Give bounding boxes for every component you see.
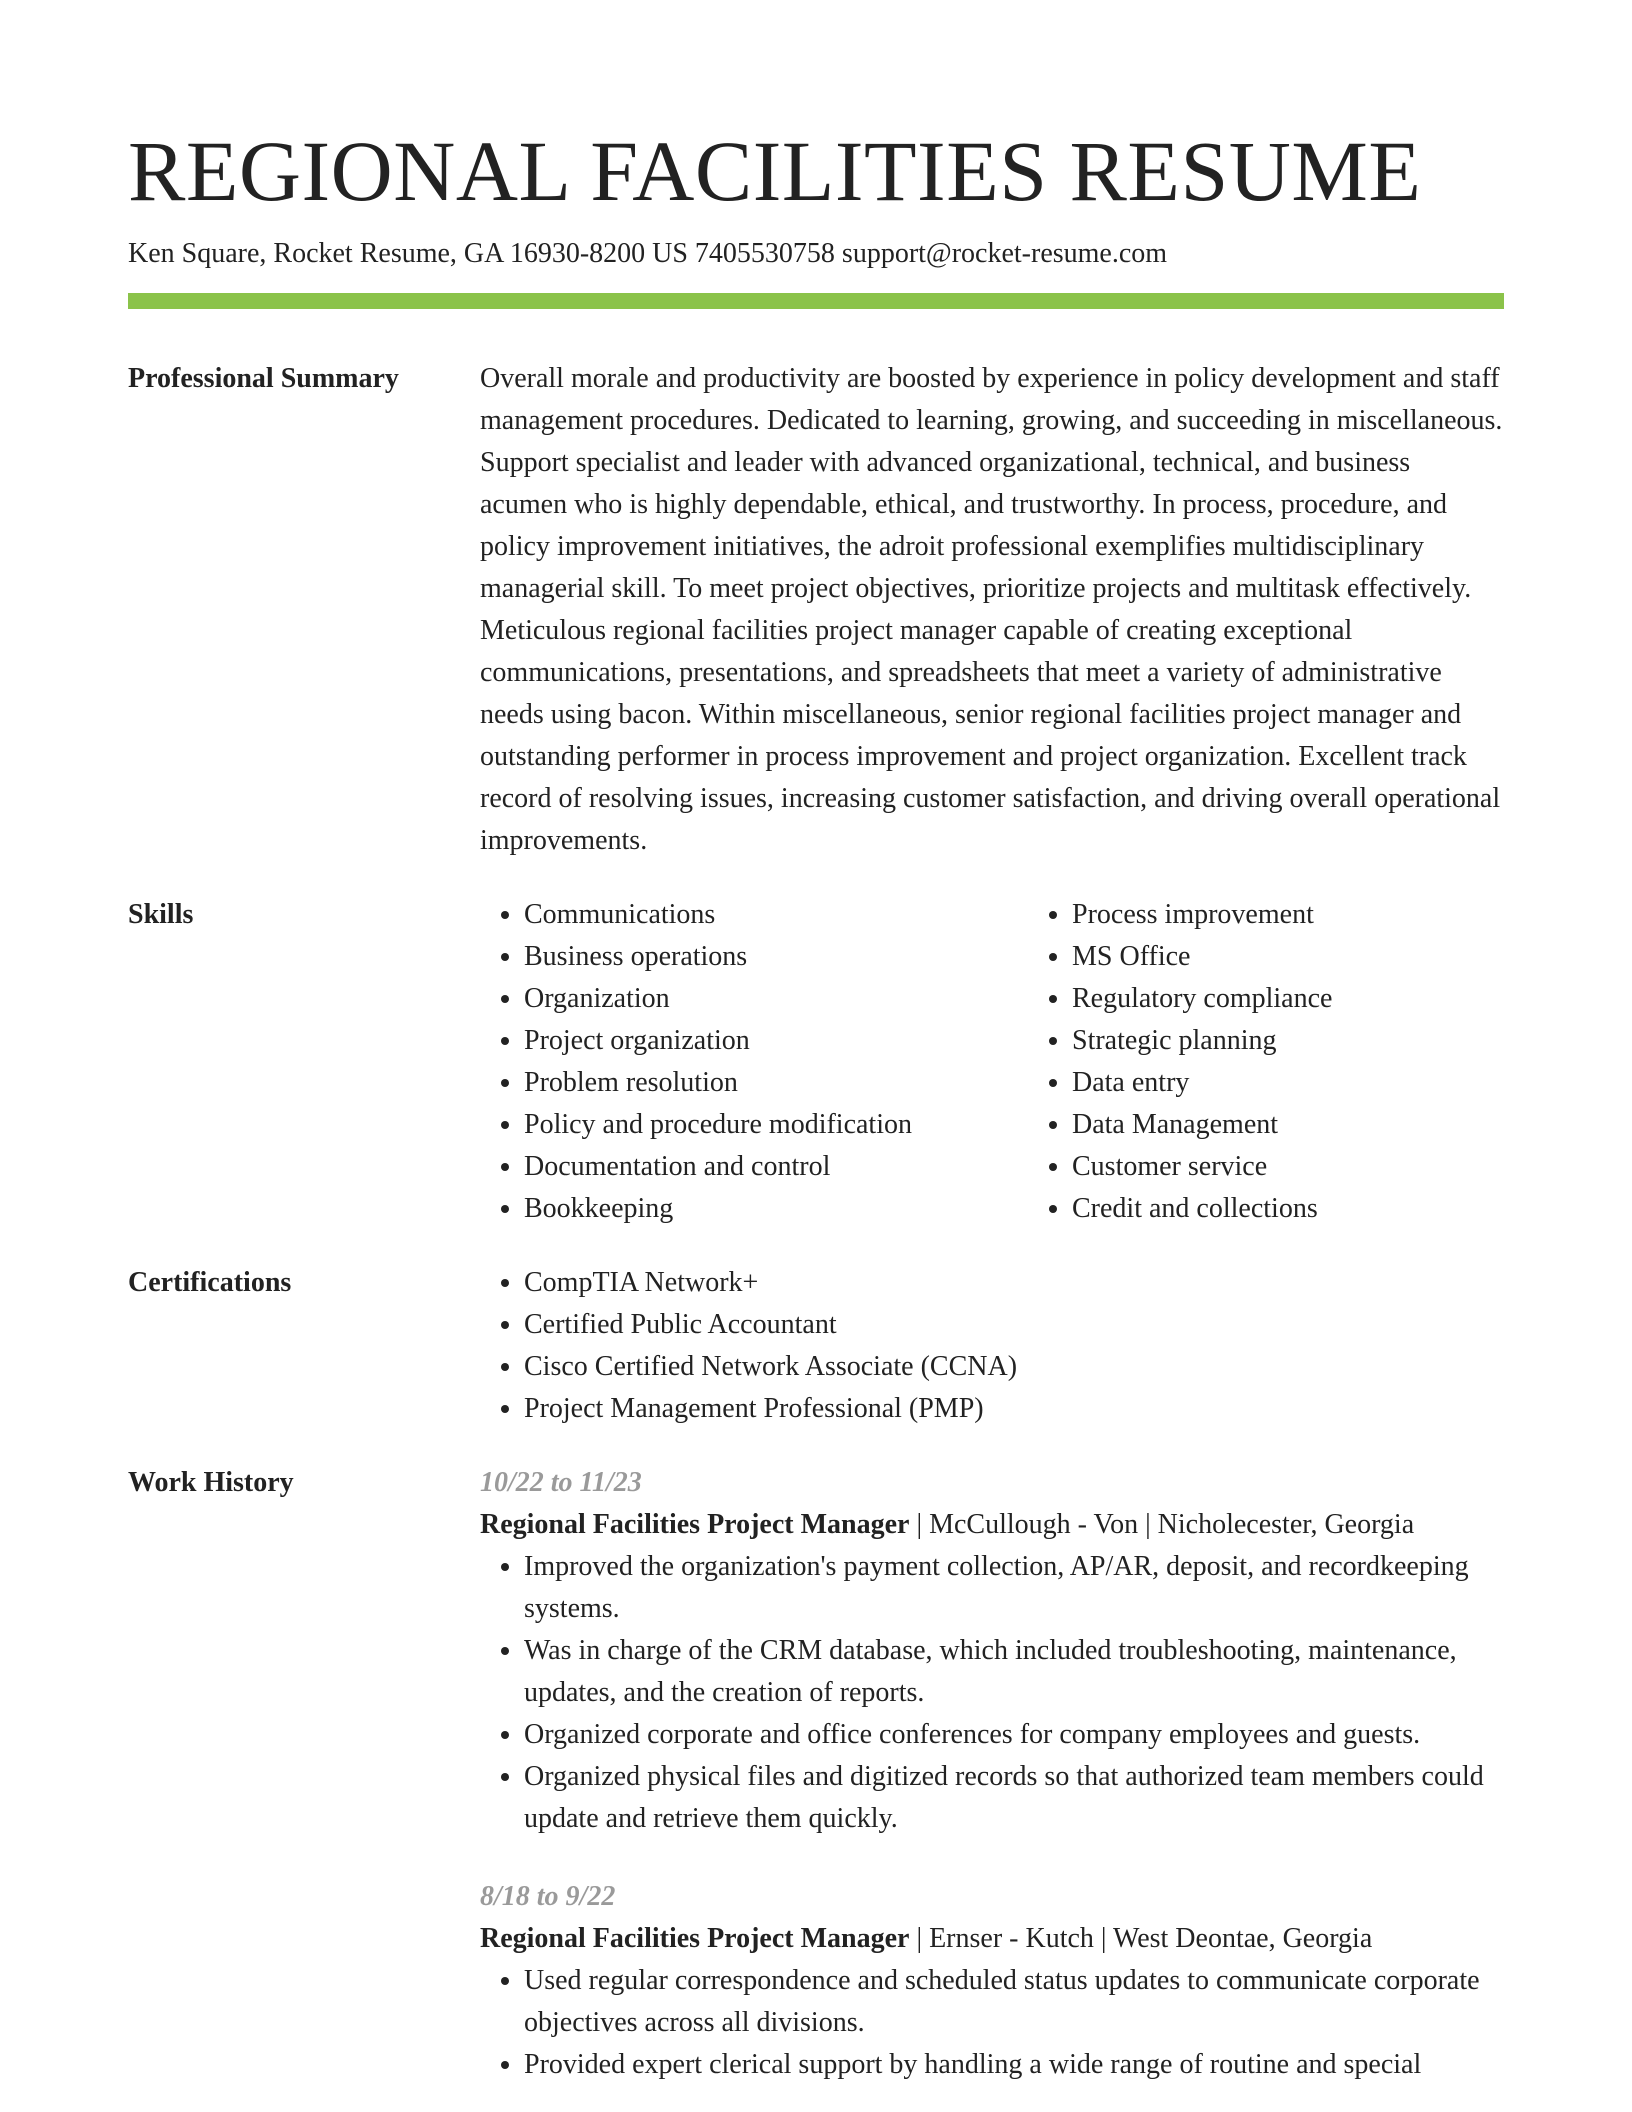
skill-item: • Regulatory compliance: [1072, 978, 1504, 1020]
skill-item: • Policy and procedure modification: [524, 1104, 1028, 1146]
job-bullet: • Used regular correspondence and scheduled status updates to communicate corporate objectives across all divisions.: [524, 1960, 1504, 2044]
job-title: Regional Facilities Project Manager: [480, 1923, 910, 1954]
section-label-skills: Skills: [128, 899, 194, 930]
job-bullet: • Organized corporate and office conferences for company employees and guests.: [524, 1714, 1504, 1756]
certifications-list: [480, 1262, 1504, 1430]
job-entry: [480, 1876, 1504, 2086]
job-header: [480, 1504, 1504, 1546]
job-bullet: • Was in charge of the CRM database, which included troubleshooting, maintenance, updates, and the creation of reports.: [524, 1630, 1504, 1714]
job-header: [480, 1918, 1504, 1960]
certification-item: • CompTIA Network+: [524, 1262, 1504, 1304]
skills-column-1: [480, 894, 1028, 1230]
certification-item: • Cisco Certified Network Associate (CCNA): [524, 1346, 1504, 1388]
summary-section: [128, 358, 1504, 862]
certifications-section: [128, 1262, 1504, 1430]
job-company-location: | McCullough - Von | Nicholecester, Georgia: [909, 1509, 1415, 1540]
skills-grid: [480, 894, 1504, 1230]
job-entry: [480, 1462, 1504, 1840]
resume-page: [128, 0, 1504, 2086]
skill-item: • Strategic planning: [1072, 1020, 1504, 1062]
certifications-body: [480, 1262, 1504, 1430]
resume-title: REGIONAL FACILITIES RESUME: [128, 123, 1422, 219]
skill-item: • Documentation and control: [524, 1146, 1028, 1188]
skill-item: • Credit and collections: [1072, 1188, 1504, 1230]
job-dates: 10/22 to 11/23: [480, 1467, 642, 1498]
skills-column-2: [1028, 894, 1504, 1230]
work-history-body: [480, 1462, 1504, 2086]
job-title: Regional Facilities Project Manager: [480, 1509, 910, 1540]
skill-item: • Customer service: [1072, 1146, 1504, 1188]
job-company-location: | Ernser - Kutch | West Deontae, Georgia: [909, 1923, 1373, 1954]
job-bullet: • Provided expert clerical support by handling a wide range of routine and special: [524, 2044, 1504, 2086]
job-bullet-list: [480, 1546, 1504, 1840]
job-bullet-list: [480, 1960, 1504, 2086]
summary-body: [480, 358, 1504, 862]
job-bullet: • Organized physical files and digitized records so that authorized team members could update and retrieve them quickly.: [524, 1756, 1504, 1840]
skills-body: [480, 894, 1504, 1230]
section-label-summary: Professional Summary: [128, 363, 399, 394]
skill-item: • Business operations: [524, 936, 1028, 978]
skill-item: • Process improvement: [1072, 894, 1504, 936]
skill-item: • Data Management: [1072, 1104, 1504, 1146]
work-history-section: [128, 1462, 1504, 2086]
skill-item: • Problem resolution: [524, 1062, 1028, 1104]
skill-item: • Organization: [524, 978, 1028, 1020]
accent-divider: [128, 293, 1504, 309]
skill-item: • MS Office: [1072, 936, 1504, 978]
summary-text: Overall morale and productivity are boosted by experience in policy development and staff management procedures. Dedicated to learning, growing, and succeeding in miscellaneous. Support specialist and leader with advanced organizational, technical, and business acumen who is highly dependable, ethical, and trustworthy. In process, procedure, and policy improvement initiatives, the adroit professional exemplifies multidisciplinary managerial skill. To meet project objectives, prioritize projects and multitask effectively. Meticulous regional facilities project manager capable of creating exceptional communications, presentations, and spreadsheets that meet a variety of administrative needs using bacon. Within miscellaneous, senior regional facilities project manager and outstanding performer in process improvement and project organization. Excellent track record of resolving issues, increasing customer satisfaction, and driving overall operational improvements.: [480, 363, 1503, 856]
contact-info: Ken Square, Rocket Resume, GA 16930-8200 US 7405530758 support@rocket-resume.com: [128, 238, 1168, 269]
section-label-work-history: Work History: [128, 1467, 294, 1498]
skill-item: • Bookkeeping: [524, 1188, 1028, 1230]
section-label-certifications: Certifications: [128, 1267, 292, 1298]
certification-item: • Project Management Professional (PMP): [524, 1388, 1504, 1430]
job-dates: 8/18 to 9/22: [480, 1881, 616, 1912]
skill-item: • Project organization: [524, 1020, 1028, 1062]
skill-item: • Data entry: [1072, 1062, 1504, 1104]
skills-section: [128, 894, 1504, 1230]
skill-item: • Communications: [524, 894, 1028, 936]
certification-item: • Certified Public Accountant: [524, 1304, 1504, 1346]
job-bullet: • Improved the organization's payment collection, AP/AR, deposit, and recordkeeping systems.: [524, 1546, 1504, 1630]
